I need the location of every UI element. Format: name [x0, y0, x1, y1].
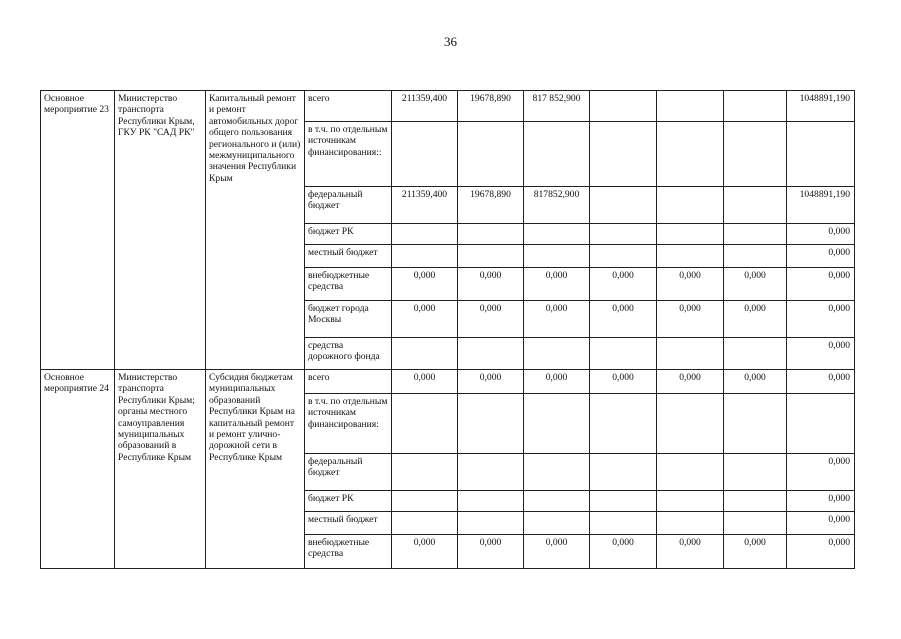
value-cell — [657, 122, 724, 187]
value-cell — [657, 512, 724, 535]
value-cell: 0,000 — [724, 535, 787, 569]
value-cell: 0,000 — [724, 301, 787, 338]
budget-table — [40, 90, 855, 569]
funding-source-cell: средства дорожного фонда — [305, 338, 392, 370]
value-cell — [724, 394, 787, 454]
executor-cell: Министерство транспорта Республики Крым; органы местного самоуправления муниципальных образований в Республике Крым — [115, 370, 206, 569]
value-cell — [458, 491, 524, 512]
value-cell — [392, 491, 458, 512]
total-value-cell: 0,000 — [787, 454, 855, 491]
value-cell — [724, 512, 787, 535]
total-value-cell: 1048891,190 — [787, 187, 855, 224]
total-value-cell — [787, 394, 855, 454]
total-value-cell: 0,000 — [787, 512, 855, 535]
executor-cell: Министерство транспорта Республики Крым, ГКУ РК "САД РК" — [115, 91, 206, 370]
value-cell — [657, 91, 724, 122]
funding-source-cell: федеральный бюджет — [305, 187, 392, 224]
value-cell: 0,000 — [590, 370, 657, 394]
value-cell — [590, 224, 657, 245]
value-cell — [590, 338, 657, 370]
total-value-cell: 0,000 — [787, 370, 855, 394]
total-value-cell — [787, 122, 855, 187]
value-cell — [458, 512, 524, 535]
value-cell — [590, 491, 657, 512]
value-cell — [590, 122, 657, 187]
value-cell — [657, 187, 724, 224]
table-row — [41, 370, 855, 394]
value-cell: 0,000 — [524, 268, 590, 301]
value-cell: 0,000 — [657, 535, 724, 569]
value-cell: 817 852,900 — [524, 91, 590, 122]
value-cell: 0,000 — [458, 268, 524, 301]
value-cell — [657, 224, 724, 245]
value-cell — [524, 454, 590, 491]
description-cell: Субсидия бюджетам муниципальных образований Республики Крым на капитальный ремонт и ремонт улично-дорожной сети в Республике Крым — [206, 370, 305, 569]
total-value-cell: 0,000 — [787, 535, 855, 569]
value-cell: 0,000 — [590, 268, 657, 301]
value-cell: 817852,900 — [524, 187, 590, 224]
value-cell — [458, 338, 524, 370]
value-cell: 0,000 — [392, 535, 458, 569]
total-value-cell: 0,000 — [787, 268, 855, 301]
funding-source-cell: бюджет РК — [305, 224, 392, 245]
value-cell — [657, 454, 724, 491]
value-cell: 211359,400 — [392, 91, 458, 122]
value-cell — [458, 224, 524, 245]
value-cell: 0,000 — [724, 370, 787, 394]
value-cell — [590, 91, 657, 122]
value-cell: 0,000 — [392, 301, 458, 338]
funding-source-cell: в т.ч. по отдельным источникам финансирования: — [305, 394, 392, 454]
value-cell: 0,000 — [458, 301, 524, 338]
value-cell: 0,000 — [590, 301, 657, 338]
value-cell — [590, 512, 657, 535]
value-cell: 0,000 — [657, 301, 724, 338]
value-cell: 0,000 — [524, 535, 590, 569]
table-row — [41, 91, 855, 122]
value-cell — [524, 394, 590, 454]
funding-source-cell: местный бюджет — [305, 512, 392, 535]
funding-source-cell: всего — [305, 91, 392, 122]
total-value-cell: 1048891,190 — [787, 91, 855, 122]
value-cell — [392, 454, 458, 491]
value-cell — [724, 245, 787, 268]
value-cell: 0,000 — [524, 370, 590, 394]
value-cell — [724, 91, 787, 122]
value-cell — [392, 512, 458, 535]
value-cell — [724, 122, 787, 187]
value-cell — [392, 245, 458, 268]
value-cell — [590, 245, 657, 268]
funding-source-cell: бюджет города Москвы — [305, 301, 392, 338]
funding-source-cell: внебюджетные средства — [305, 535, 392, 569]
budget-body — [41, 91, 855, 569]
funding-source-cell: федеральный бюджет — [305, 454, 392, 491]
value-cell — [657, 338, 724, 370]
description-cell: Капитальный ремонт и ремонт автомобильных дорог общего пользования регионального и (или) межмуниципального значения Республики Крым — [206, 91, 305, 370]
value-cell — [392, 394, 458, 454]
funding-source-cell: в т.ч. по отдельным источникам финансирования:: — [305, 122, 392, 187]
value-cell — [724, 454, 787, 491]
value-cell — [657, 245, 724, 268]
value-cell: 0,000 — [657, 370, 724, 394]
value-cell: 211359,400 — [392, 187, 458, 224]
value-cell — [524, 491, 590, 512]
value-cell: 19678,890 — [458, 187, 524, 224]
value-cell — [590, 187, 657, 224]
value-cell: 0,000 — [524, 301, 590, 338]
funding-source-cell: местный бюджет — [305, 245, 392, 268]
value-cell — [524, 122, 590, 187]
value-cell — [392, 224, 458, 245]
total-value-cell: 0,000 — [787, 245, 855, 268]
total-value-cell: 0,000 — [787, 224, 855, 245]
value-cell — [524, 245, 590, 268]
value-cell — [724, 187, 787, 224]
value-cell — [724, 224, 787, 245]
value-cell — [524, 224, 590, 245]
value-cell — [590, 394, 657, 454]
value-cell — [458, 394, 524, 454]
value-cell — [458, 454, 524, 491]
value-cell — [458, 122, 524, 187]
value-cell — [392, 338, 458, 370]
value-cell: 0,000 — [657, 268, 724, 301]
value-cell — [657, 491, 724, 512]
value-cell: 0,000 — [392, 370, 458, 394]
funding-source-cell: бюджет РК — [305, 491, 392, 512]
page-number: 36 — [444, 34, 457, 49]
value-cell — [590, 454, 657, 491]
total-value-cell: 0,000 — [787, 338, 855, 370]
total-value-cell: 0,000 — [787, 301, 855, 338]
value-cell — [524, 512, 590, 535]
funding-source-cell: внебюджетные средства — [305, 268, 392, 301]
value-cell: 0,000 — [392, 268, 458, 301]
measure-name-cell: Основное мероприятие 24 — [41, 370, 115, 569]
total-value-cell: 0,000 — [787, 491, 855, 512]
funding-source-cell: всего — [305, 370, 392, 394]
value-cell: 0,000 — [590, 535, 657, 569]
value-cell: 19678,890 — [458, 91, 524, 122]
value-cell — [458, 245, 524, 268]
value-cell — [724, 491, 787, 512]
value-cell — [657, 394, 724, 454]
value-cell: 0,000 — [458, 370, 524, 394]
measure-name-cell: Основное мероприятие 23 — [41, 91, 115, 370]
value-cell — [524, 338, 590, 370]
value-cell — [724, 338, 787, 370]
value-cell: 0,000 — [724, 268, 787, 301]
value-cell: 0,000 — [458, 535, 524, 569]
value-cell — [392, 122, 458, 187]
